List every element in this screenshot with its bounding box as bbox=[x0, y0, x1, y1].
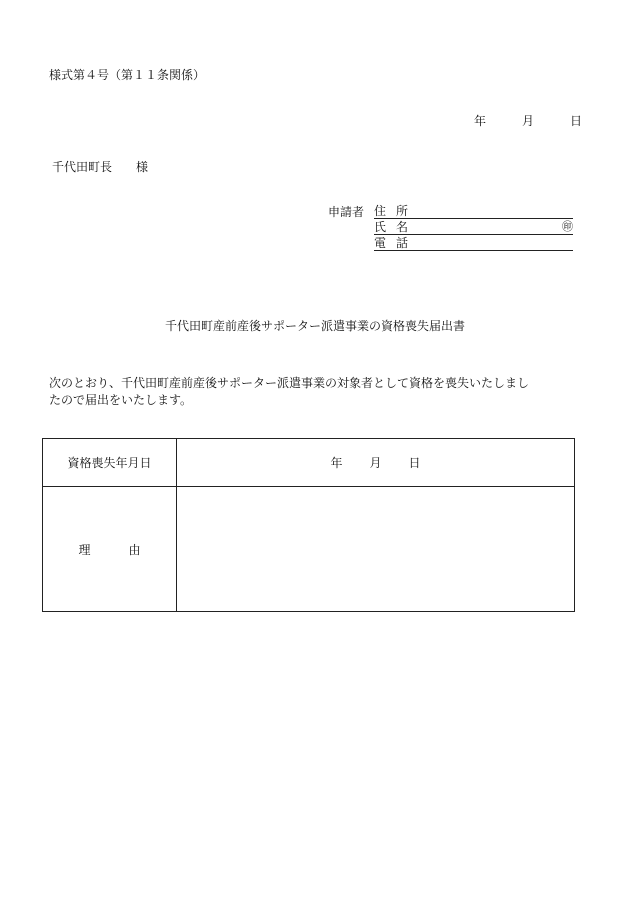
date-placeholder bbox=[331, 454, 421, 471]
day-label: 日 bbox=[569, 114, 582, 128]
address-label: 住所 bbox=[374, 204, 419, 218]
document-title: 千代田町産前産後サポーター派遣事業の資格喪失届出書 bbox=[164, 319, 465, 333]
name-label: 氏名 bbox=[374, 220, 419, 234]
table-row bbox=[43, 439, 575, 487]
year-label: 年 bbox=[330, 456, 343, 470]
details-table bbox=[42, 438, 575, 612]
reason-label-cell bbox=[43, 487, 177, 612]
seal-mark: ㊞ bbox=[562, 220, 573, 233]
applicant-label: 申請者 bbox=[328, 205, 365, 219]
month-label: 月 bbox=[521, 114, 534, 128]
month-label: 月 bbox=[369, 456, 382, 470]
reason-cell[interactable] bbox=[177, 487, 575, 612]
body-text bbox=[49, 375, 583, 409]
day-label: 日 bbox=[408, 456, 421, 470]
body-line-2: たので届出をいたします。 bbox=[49, 393, 193, 407]
addressee: 千代田町長 様 bbox=[52, 160, 149, 174]
reason-label-b: 由 bbox=[128, 542, 141, 557]
disqualification-date-label: 資格喪失年月日 bbox=[43, 439, 177, 487]
phone-label: 電話 bbox=[374, 236, 419, 250]
reason-label-a: 理 bbox=[78, 542, 91, 557]
body-line-1: 次のとおり、千代田町産前産後サポーター派遣事業の対象者として資格を喪失いたしまし bbox=[49, 376, 530, 390]
name-field[interactable] bbox=[374, 219, 573, 235]
year-label: 年 bbox=[474, 114, 487, 128]
phone-field[interactable] bbox=[374, 235, 573, 251]
disqualification-date-cell[interactable] bbox=[177, 439, 575, 487]
address-field[interactable] bbox=[374, 203, 573, 219]
table-row bbox=[43, 487, 575, 612]
form-number: 様式第４号（第１１条関係） bbox=[49, 68, 206, 82]
submission-date bbox=[474, 113, 582, 129]
reason-label bbox=[79, 541, 141, 558]
